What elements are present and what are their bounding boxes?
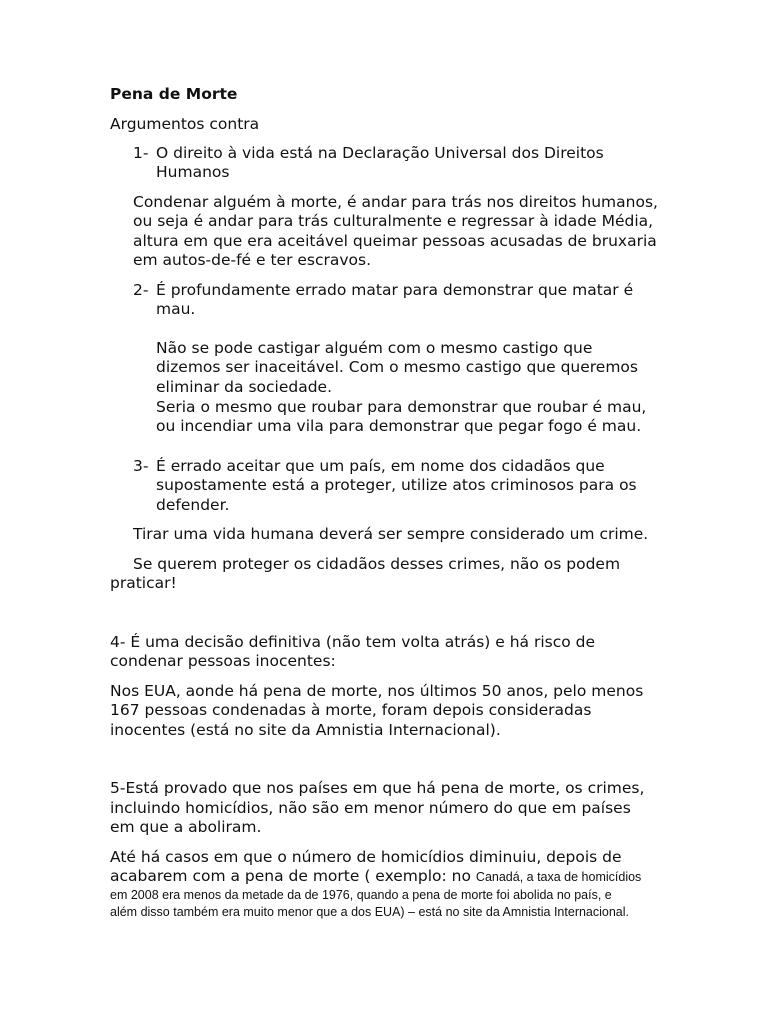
document-title: Pena de Morte [110,85,238,103]
paragraph-line: Tirar uma vida humana deverá ser sempre considerado um crime. [133,525,649,543]
paragraph-line: 4- É uma decisão definitiva (não tem volta atrás) e há risco de [110,633,596,651]
document-subtitle: Argumentos contra [110,115,260,133]
paragraph-text: acabarem com a pena de morte ( exemplo: no [110,867,476,885]
paragraph-line: 167 pessoas condenadas à morte, foram depois consideradas [110,701,592,719]
paragraph-text-small: Canadá, a taxa de homicídios [475,870,642,884]
paragraph-line: 5-Está provado que nos países em que há pena de morte, os crimes, [110,779,645,797]
paragraph-line-small: em 2008 era menos da metade da de 1976, quando a pena de morte foi abolida no país, e [110,888,612,902]
list-item-2-line: mau. [156,300,196,318]
list-item-3-line: supostamente está a proteger, utilize atos criminosos para os [156,476,637,494]
paragraph-line: condenar pessoas inocentes: [110,652,336,670]
list-item-2-line: É profundamente errado matar para demonstrar que matar é [156,281,634,299]
list-number-1: 1- [133,144,149,162]
list-item-3-line: defender. [156,496,230,514]
list-item-1-line: Humanos [156,163,230,181]
paragraph-line: Até há casos em que o número de homicídios diminuiu, depois de [110,848,622,866]
paragraph-line: dizemos ser inaceitável. Com o mesmo castigo que queremos [156,358,638,376]
list-number-2: 2- [133,281,149,299]
paragraph-line: incluindo homicídios, não são em menor número do que em países [110,799,631,817]
paragraph-line: Condenar alguém à morte, é andar para trás nos direitos humanos, [133,193,658,211]
paragraph-line: eliminar da sociedade. [156,378,333,396]
paragraph-line: inocentes (está no site da Amnistia Internacional). [110,721,501,739]
paragraph-line: praticar! [110,574,177,592]
paragraph-line-small: além disso também era muito menor que a dos EUA) – está no site da Amnistia Internacional. [110,905,630,919]
paragraph-line: ou incendiar uma vila para demonstrar que pegar fogo é mau. [156,417,642,435]
paragraph-line: altura em que era aceitável queimar pessoas acusadas de bruxaria [133,232,657,250]
list-item-1-line: O direito à vida está na Declaração Universal dos Direitos [156,144,604,162]
paragraph-line: Não se pode castigar alguém com o mesmo castigo que [156,339,593,357]
paragraph-line-mixed [110,866,641,887]
list-item-3-line: É errado aceitar que um país, em nome dos cidadãos que [156,457,605,475]
paragraph-line: ou seja é andar para trás culturalmente e regressar à idade Média, [133,212,654,230]
paragraph-line: em que a aboliram. [110,818,262,836]
paragraph-line: Se querem proteger os cidadãos desses crimes, não os podem [133,555,621,573]
list-number-3: 3- [133,457,149,475]
paragraph-line: Nos EUA, aonde há pena de morte, nos últimos 50 anos, pelo menos [110,682,644,700]
paragraph-line: Seria o mesmo que roubar para demonstrar que roubar é mau, [156,398,647,416]
paragraph-line: em autos-de-fé e ter escravos. [133,251,372,269]
